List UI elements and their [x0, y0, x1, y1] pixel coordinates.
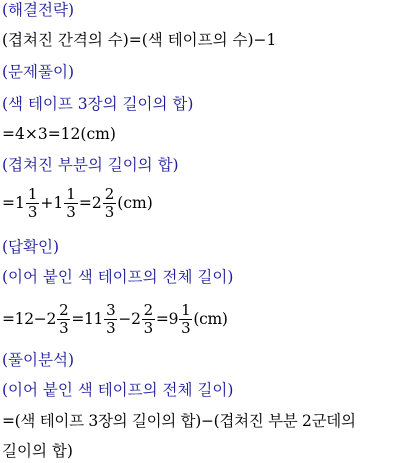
- whole-part: 1: [15, 194, 25, 212]
- fraction-denominator: 3: [181, 318, 191, 337]
- unit-label: (cm): [193, 310, 228, 328]
- fraction: [103, 186, 117, 221]
- solution-step-overlap-label: (겹쳐진 부분의 길이의 합): [2, 156, 179, 174]
- heading-strategy: (해결전략): [2, 1, 74, 19]
- analysis-formula-line1: =(색 테이프 3장의 길이의 합)−(겹쳐진 부분 2군데의: [2, 412, 356, 430]
- fraction-denominator: 3: [66, 202, 76, 221]
- fraction-numerator: 2: [143, 300, 153, 319]
- plus-sign: +: [40, 194, 54, 212]
- fraction: [64, 186, 78, 221]
- overlap-equation: [2, 183, 153, 223]
- fraction-numerator: 1: [181, 300, 191, 319]
- strategy-formula: (겹쳐진 간격의 수)=(색 테이프의 수)−1: [2, 31, 277, 49]
- minus-sign: −: [118, 310, 132, 328]
- answer-check-label: (이어 붙인 색 테이프의 전체 길이): [2, 268, 234, 286]
- whole-part: 2: [131, 310, 141, 328]
- fraction-denominator: 3: [104, 202, 115, 221]
- answer-check-equation: [2, 298, 228, 340]
- fraction: [26, 186, 40, 221]
- unit-label: (cm): [117, 194, 153, 212]
- analysis-label: (이어 붙인 색 테이프의 전체 길이): [2, 381, 234, 399]
- heading-analysis: (풀이분석): [2, 351, 74, 369]
- fraction-denominator: 3: [143, 318, 153, 337]
- eq-sign: =: [2, 194, 15, 212]
- fraction: [57, 302, 70, 337]
- fraction-denominator: 3: [59, 318, 69, 337]
- eq-sign: =: [71, 310, 84, 328]
- heading-answer-check: (답확인): [2, 238, 60, 256]
- fraction-numerator: 3: [106, 300, 116, 319]
- whole-part: 9: [168, 310, 179, 328]
- whole-part: 1: [53, 194, 64, 212]
- fraction-denominator: 3: [106, 318, 116, 337]
- whole-part: 11: [84, 310, 104, 328]
- solution-step-total-length-label: (색 테이프 3장의 길이의 합): [2, 95, 194, 113]
- fraction: [179, 302, 192, 337]
- fraction: [104, 302, 117, 337]
- fraction-numerator: 1: [27, 184, 38, 203]
- equation-lead: =12−: [2, 310, 47, 328]
- whole-part: 2: [46, 310, 57, 328]
- analysis-formula-line2: 길이의 합): [2, 442, 73, 460]
- fraction: [142, 302, 155, 337]
- heading-solution: (문제풀이): [2, 63, 74, 81]
- fraction-numerator: 2: [104, 184, 115, 203]
- fraction-numerator: 1: [66, 184, 76, 203]
- fraction-denominator: 3: [27, 202, 38, 221]
- solution-step-total-length-equation: =4×3=12(cm): [2, 125, 116, 143]
- whole-part: 2: [91, 194, 102, 212]
- eq-sign: =: [78, 194, 92, 212]
- eq-sign: =: [155, 310, 169, 328]
- fraction-numerator: 2: [59, 300, 69, 319]
